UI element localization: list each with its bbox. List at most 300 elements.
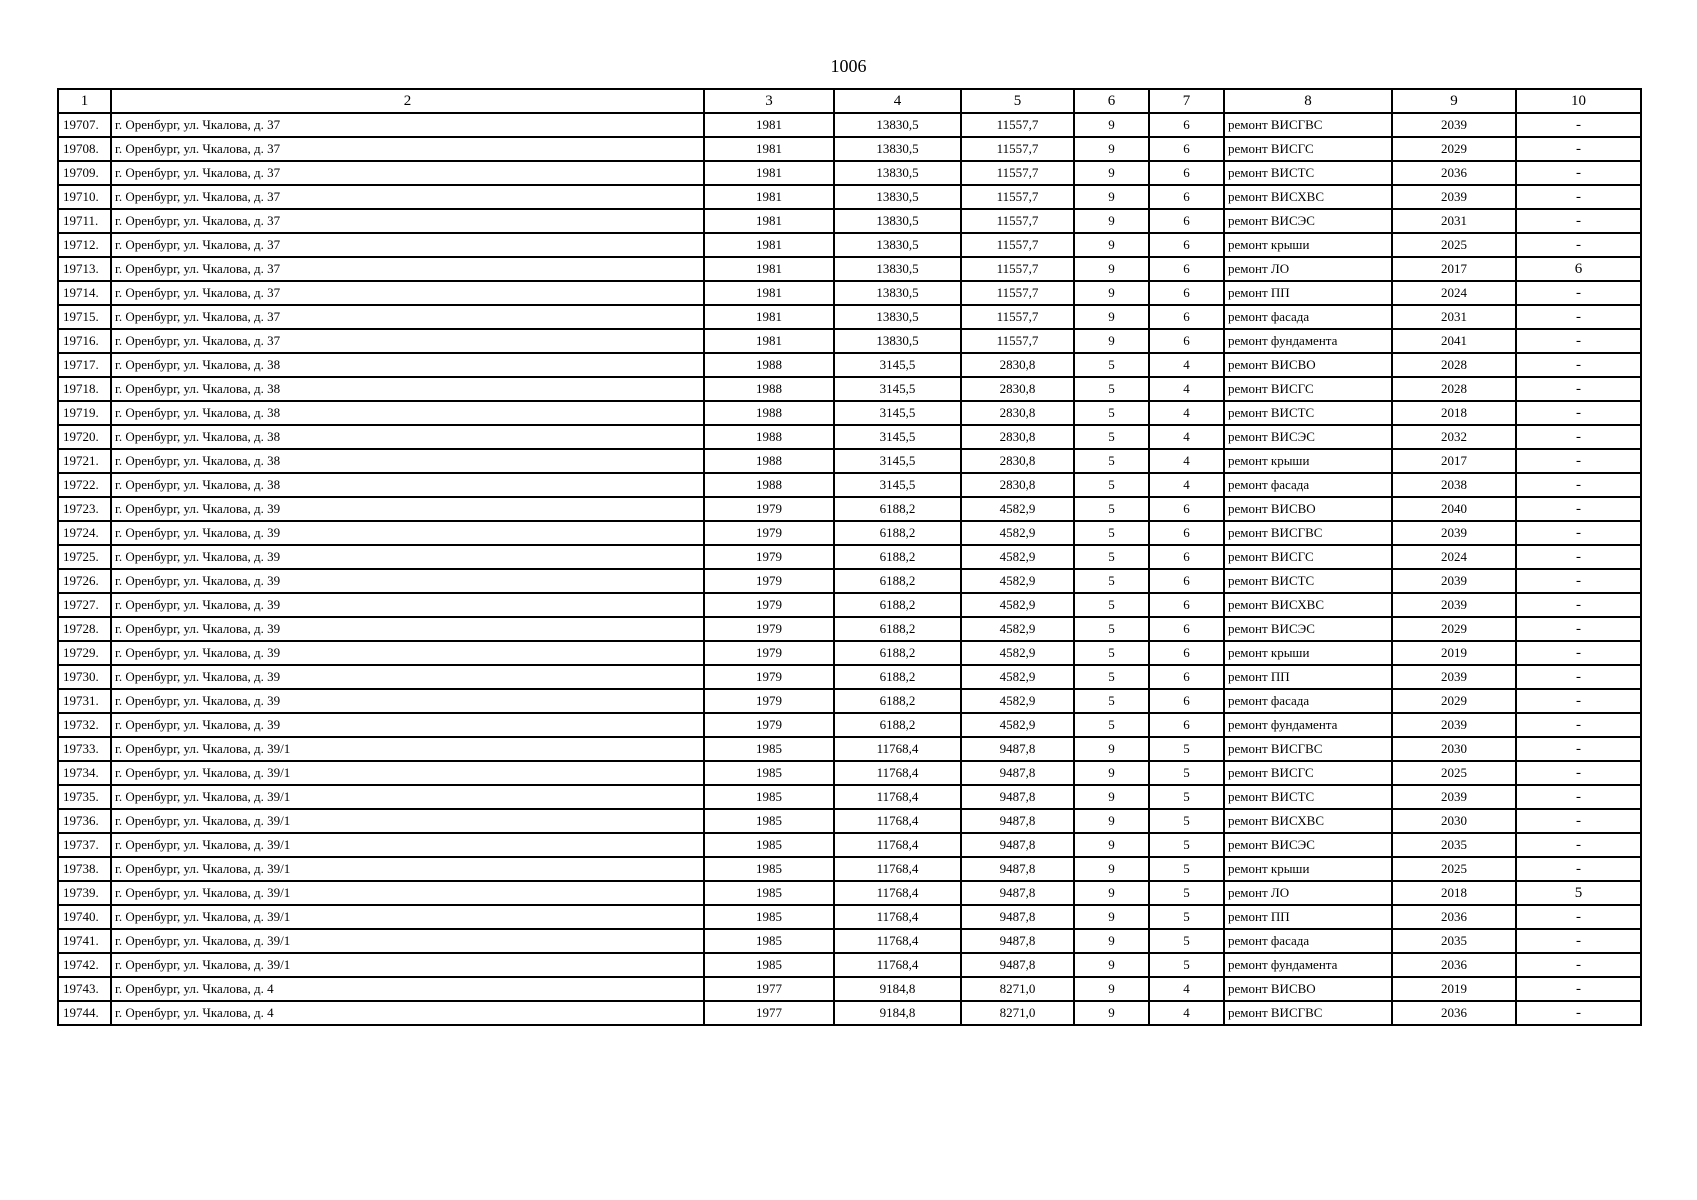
year-cell: 1979 bbox=[704, 713, 834, 737]
year-cell: 1985 bbox=[704, 761, 834, 785]
col6-cell: 9 bbox=[1074, 209, 1149, 233]
row-number-cell: 19730. bbox=[58, 665, 111, 689]
col10-cell: - bbox=[1516, 281, 1641, 305]
year-cell: 1988 bbox=[704, 425, 834, 449]
work-type-cell: ремонт ВИСХВС bbox=[1224, 185, 1392, 209]
address-cell: г. Оренбург, ул. Чкалова, д. 39/1 bbox=[111, 953, 704, 977]
column-header: 6 bbox=[1074, 89, 1149, 113]
address-cell: г. Оренбург, ул. Чкалова, д. 39/1 bbox=[111, 929, 704, 953]
address-cell: г. Оренбург, ул. Чкалова, д. 4 bbox=[111, 1001, 704, 1025]
work-type-cell: ремонт фасада bbox=[1224, 473, 1392, 497]
table-row bbox=[58, 233, 1641, 257]
work-type-cell: ремонт ВИСТС bbox=[1224, 785, 1392, 809]
table-row bbox=[58, 305, 1641, 329]
col7-cell: 5 bbox=[1149, 953, 1224, 977]
col5-cell: 9487,8 bbox=[961, 809, 1074, 833]
col4-cell: 11768,4 bbox=[834, 809, 961, 833]
year-planned-cell: 2028 bbox=[1392, 353, 1516, 377]
col7-cell: 6 bbox=[1149, 521, 1224, 545]
year-cell: 1988 bbox=[704, 377, 834, 401]
address-cell: г. Оренбург, ул. Чкалова, д. 37 bbox=[111, 161, 704, 185]
col4-cell: 11768,4 bbox=[834, 761, 961, 785]
col5-cell: 9487,8 bbox=[961, 785, 1074, 809]
row-number-cell: 19713. bbox=[58, 257, 111, 281]
col10-cell: - bbox=[1516, 401, 1641, 425]
col10-cell: - bbox=[1516, 137, 1641, 161]
col7-cell: 6 bbox=[1149, 617, 1224, 641]
work-type-cell: ремонт ВИСТС bbox=[1224, 569, 1392, 593]
year-planned-cell: 2036 bbox=[1392, 953, 1516, 977]
col5-cell: 9487,8 bbox=[961, 953, 1074, 977]
col7-cell: 6 bbox=[1149, 113, 1224, 137]
col6-cell: 5 bbox=[1074, 593, 1149, 617]
address-cell: г. Оренбург, ул. Чкалова, д. 39 bbox=[111, 713, 704, 737]
col6-cell: 9 bbox=[1074, 809, 1149, 833]
address-cell: г. Оренбург, ул. Чкалова, д. 39/1 bbox=[111, 881, 704, 905]
work-type-cell: ремонт ВИСВО bbox=[1224, 353, 1392, 377]
col10-cell: - bbox=[1516, 209, 1641, 233]
year-planned-cell: 2039 bbox=[1392, 185, 1516, 209]
page-number: 1006 bbox=[830, 56, 867, 76]
col7-cell: 6 bbox=[1149, 281, 1224, 305]
col10-cell: - bbox=[1516, 761, 1641, 785]
col5-cell: 9487,8 bbox=[961, 929, 1074, 953]
col5-cell: 4582,9 bbox=[961, 545, 1074, 569]
year-planned-cell: 2039 bbox=[1392, 569, 1516, 593]
col5-cell: 11557,7 bbox=[961, 209, 1074, 233]
work-type-cell: ремонт ВИСГВС bbox=[1224, 1001, 1392, 1025]
address-cell: г. Оренбург, ул. Чкалова, д. 37 bbox=[111, 137, 704, 161]
address-cell: г. Оренбург, ул. Чкалова, д. 37 bbox=[111, 233, 704, 257]
row-number-cell: 19738. bbox=[58, 857, 111, 881]
row-number-cell: 19722. bbox=[58, 473, 111, 497]
col4-cell: 6188,2 bbox=[834, 617, 961, 641]
year-planned-cell: 2017 bbox=[1392, 449, 1516, 473]
col7-cell: 6 bbox=[1149, 257, 1224, 281]
row-number-cell: 19709. bbox=[58, 161, 111, 185]
year-cell: 1979 bbox=[704, 617, 834, 641]
year-planned-cell: 2024 bbox=[1392, 281, 1516, 305]
year-planned-cell: 2025 bbox=[1392, 233, 1516, 257]
work-type-cell: ремонт ПП bbox=[1224, 905, 1392, 929]
col7-cell: 4 bbox=[1149, 1001, 1224, 1025]
address-cell: г. Оренбург, ул. Чкалова, д. 37 bbox=[111, 185, 704, 209]
col7-cell: 5 bbox=[1149, 833, 1224, 857]
col5-cell: 2830,8 bbox=[961, 425, 1074, 449]
col5-cell: 2830,8 bbox=[961, 401, 1074, 425]
table-row bbox=[58, 833, 1641, 857]
work-type-cell: ремонт ВИСГС bbox=[1224, 545, 1392, 569]
table-row bbox=[58, 281, 1641, 305]
col4-cell: 6188,2 bbox=[834, 497, 961, 521]
col5-cell: 9487,8 bbox=[961, 905, 1074, 929]
col10-cell: - bbox=[1516, 977, 1641, 1001]
col10-cell: - bbox=[1516, 689, 1641, 713]
year-planned-cell: 2018 bbox=[1392, 881, 1516, 905]
table-row bbox=[58, 737, 1641, 761]
address-cell: г. Оренбург, ул. Чкалова, д. 39 bbox=[111, 593, 704, 617]
row-number-cell: 19708. bbox=[58, 137, 111, 161]
col10-cell: 6 bbox=[1516, 257, 1641, 281]
col10-cell: - bbox=[1516, 569, 1641, 593]
row-number-cell: 19736. bbox=[58, 809, 111, 833]
col7-cell: 5 bbox=[1149, 905, 1224, 929]
col5-cell: 9487,8 bbox=[961, 737, 1074, 761]
work-type-cell: ремонт ВИСВО bbox=[1224, 497, 1392, 521]
col10-cell: - bbox=[1516, 641, 1641, 665]
year-cell: 1979 bbox=[704, 521, 834, 545]
col7-cell: 4 bbox=[1149, 353, 1224, 377]
table-row bbox=[58, 353, 1641, 377]
col4-cell: 13830,5 bbox=[834, 329, 961, 353]
col10-cell: - bbox=[1516, 905, 1641, 929]
row-number-cell: 19733. bbox=[58, 737, 111, 761]
work-type-cell: ремонт крыши bbox=[1224, 233, 1392, 257]
col5-cell: 11557,7 bbox=[961, 113, 1074, 137]
address-cell: г. Оренбург, ул. Чкалова, д. 38 bbox=[111, 377, 704, 401]
row-number-cell: 19726. bbox=[58, 569, 111, 593]
col7-cell: 5 bbox=[1149, 785, 1224, 809]
year-planned-cell: 2035 bbox=[1392, 929, 1516, 953]
col10-cell: - bbox=[1516, 185, 1641, 209]
year-cell: 1985 bbox=[704, 857, 834, 881]
table-row bbox=[58, 761, 1641, 785]
year-planned-cell: 2029 bbox=[1392, 137, 1516, 161]
address-cell: г. Оренбург, ул. Чкалова, д. 37 bbox=[111, 209, 704, 233]
col5-cell: 11557,7 bbox=[961, 281, 1074, 305]
year-cell: 1988 bbox=[704, 449, 834, 473]
table-row bbox=[58, 905, 1641, 929]
col7-cell: 6 bbox=[1149, 593, 1224, 617]
work-type-cell: ремонт ЛО bbox=[1224, 257, 1392, 281]
col7-cell: 6 bbox=[1149, 185, 1224, 209]
col5-cell: 4582,9 bbox=[961, 713, 1074, 737]
row-number-cell: 19707. bbox=[58, 113, 111, 137]
col6-cell: 5 bbox=[1074, 425, 1149, 449]
col5-cell: 9487,8 bbox=[961, 881, 1074, 905]
col6-cell: 9 bbox=[1074, 185, 1149, 209]
year-planned-cell: 2029 bbox=[1392, 617, 1516, 641]
col10-cell: - bbox=[1516, 857, 1641, 881]
col10-cell: - bbox=[1516, 833, 1641, 857]
col4-cell: 6188,2 bbox=[834, 593, 961, 617]
work-type-cell: ремонт фундамента bbox=[1224, 953, 1392, 977]
column-header: 9 bbox=[1392, 89, 1516, 113]
col4-cell: 3145,5 bbox=[834, 473, 961, 497]
col5-cell: 4582,9 bbox=[961, 617, 1074, 641]
year-planned-cell: 2039 bbox=[1392, 521, 1516, 545]
col6-cell: 5 bbox=[1074, 713, 1149, 737]
address-cell: г. Оренбург, ул. Чкалова, д. 39/1 bbox=[111, 833, 704, 857]
row-number-cell: 19737. bbox=[58, 833, 111, 857]
year-cell: 1985 bbox=[704, 905, 834, 929]
work-type-cell: ремонт ВИСЭС bbox=[1224, 425, 1392, 449]
col4-cell: 11768,4 bbox=[834, 905, 961, 929]
col4-cell: 3145,5 bbox=[834, 353, 961, 377]
year-cell: 1979 bbox=[704, 641, 834, 665]
year-cell: 1977 bbox=[704, 977, 834, 1001]
work-type-cell: ремонт крыши bbox=[1224, 641, 1392, 665]
address-cell: г. Оренбург, ул. Чкалова, д. 38 bbox=[111, 425, 704, 449]
col10-cell: - bbox=[1516, 545, 1641, 569]
col10-cell: - bbox=[1516, 497, 1641, 521]
year-planned-cell: 2025 bbox=[1392, 761, 1516, 785]
col10-cell: - bbox=[1516, 713, 1641, 737]
year-planned-cell: 2025 bbox=[1392, 857, 1516, 881]
work-type-cell: ремонт ЛО bbox=[1224, 881, 1392, 905]
col6-cell: 5 bbox=[1074, 449, 1149, 473]
table-row bbox=[58, 977, 1641, 1001]
col4-cell: 13830,5 bbox=[834, 257, 961, 281]
col5-cell: 11557,7 bbox=[961, 305, 1074, 329]
year-planned-cell: 2035 bbox=[1392, 833, 1516, 857]
work-type-cell: ремонт ВИСТС bbox=[1224, 401, 1392, 425]
col10-cell: - bbox=[1516, 329, 1641, 353]
address-cell: г. Оренбург, ул. Чкалова, д. 39 bbox=[111, 641, 704, 665]
year-planned-cell: 2039 bbox=[1392, 665, 1516, 689]
year-planned-cell: 2030 bbox=[1392, 737, 1516, 761]
row-number-cell: 19719. bbox=[58, 401, 111, 425]
col7-cell: 5 bbox=[1149, 857, 1224, 881]
col10-cell: - bbox=[1516, 953, 1641, 977]
year-cell: 1988 bbox=[704, 353, 834, 377]
col10-cell: - bbox=[1516, 161, 1641, 185]
row-number-cell: 19743. bbox=[58, 977, 111, 1001]
year-planned-cell: 2040 bbox=[1392, 497, 1516, 521]
work-type-cell: ремонт ВИСВО bbox=[1224, 977, 1392, 1001]
year-cell: 1985 bbox=[704, 809, 834, 833]
col6-cell: 9 bbox=[1074, 929, 1149, 953]
col7-cell: 5 bbox=[1149, 881, 1224, 905]
col4-cell: 6188,2 bbox=[834, 665, 961, 689]
work-type-cell: ремонт ВИСХВС bbox=[1224, 593, 1392, 617]
address-cell: г. Оренбург, ул. Чкалова, д. 39/1 bbox=[111, 785, 704, 809]
year-cell: 1981 bbox=[704, 185, 834, 209]
year-planned-cell: 2019 bbox=[1392, 977, 1516, 1001]
table-row bbox=[58, 161, 1641, 185]
row-number-cell: 19715. bbox=[58, 305, 111, 329]
address-cell: г. Оренбург, ул. Чкалова, д. 39/1 bbox=[111, 905, 704, 929]
year-cell: 1981 bbox=[704, 209, 834, 233]
table-row bbox=[58, 377, 1641, 401]
table-row bbox=[58, 953, 1641, 977]
year-cell: 1979 bbox=[704, 689, 834, 713]
col5-cell: 11557,7 bbox=[961, 161, 1074, 185]
address-cell: г. Оренбург, ул. Чкалова, д. 39 bbox=[111, 617, 704, 641]
col6-cell: 9 bbox=[1074, 305, 1149, 329]
col5-cell: 9487,8 bbox=[961, 857, 1074, 881]
col7-cell: 6 bbox=[1149, 233, 1224, 257]
col7-cell: 6 bbox=[1149, 713, 1224, 737]
repair-schedule-table bbox=[57, 88, 1642, 1026]
year-cell: 1979 bbox=[704, 665, 834, 689]
col4-cell: 13830,5 bbox=[834, 113, 961, 137]
year-planned-cell: 2018 bbox=[1392, 401, 1516, 425]
year-planned-cell: 2029 bbox=[1392, 689, 1516, 713]
col4-cell: 3145,5 bbox=[834, 401, 961, 425]
row-number-cell: 19741. bbox=[58, 929, 111, 953]
work-type-cell: ремонт ПП bbox=[1224, 665, 1392, 689]
address-cell: г. Оренбург, ул. Чкалова, д. 39 bbox=[111, 665, 704, 689]
address-cell: г. Оренбург, ул. Чкалова, д. 37 bbox=[111, 281, 704, 305]
col6-cell: 9 bbox=[1074, 329, 1149, 353]
table-row bbox=[58, 497, 1641, 521]
col4-cell: 11768,4 bbox=[834, 737, 961, 761]
col4-cell: 3145,5 bbox=[834, 449, 961, 473]
row-number-cell: 19711. bbox=[58, 209, 111, 233]
col7-cell: 4 bbox=[1149, 977, 1224, 1001]
address-cell: г. Оренбург, ул. Чкалова, д. 4 bbox=[111, 977, 704, 1001]
col7-cell: 4 bbox=[1149, 473, 1224, 497]
table-row bbox=[58, 689, 1641, 713]
col4-cell: 3145,5 bbox=[834, 377, 961, 401]
year-planned-cell: 2024 bbox=[1392, 545, 1516, 569]
year-cell: 1981 bbox=[704, 113, 834, 137]
col6-cell: 9 bbox=[1074, 785, 1149, 809]
year-cell: 1985 bbox=[704, 833, 834, 857]
year-cell: 1981 bbox=[704, 257, 834, 281]
table-row bbox=[58, 641, 1641, 665]
work-type-cell: ремонт ВИСГВС bbox=[1224, 737, 1392, 761]
table-row bbox=[58, 665, 1641, 689]
col5-cell: 9487,8 bbox=[961, 761, 1074, 785]
column-header: 8 bbox=[1224, 89, 1392, 113]
work-type-cell: ремонт крыши bbox=[1224, 449, 1392, 473]
year-cell: 1979 bbox=[704, 545, 834, 569]
row-number-cell: 19723. bbox=[58, 497, 111, 521]
year-planned-cell: 2032 bbox=[1392, 425, 1516, 449]
col10-cell: - bbox=[1516, 593, 1641, 617]
col10-cell: - bbox=[1516, 929, 1641, 953]
row-number-cell: 19725. bbox=[58, 545, 111, 569]
col7-cell: 6 bbox=[1149, 137, 1224, 161]
col5-cell: 11557,7 bbox=[961, 137, 1074, 161]
work-type-cell: ремонт крыши bbox=[1224, 857, 1392, 881]
row-number-cell: 19740. bbox=[58, 905, 111, 929]
address-cell: г. Оренбург, ул. Чкалова, д. 37 bbox=[111, 305, 704, 329]
year-planned-cell: 2036 bbox=[1392, 161, 1516, 185]
col6-cell: 5 bbox=[1074, 641, 1149, 665]
table-row bbox=[58, 257, 1641, 281]
work-type-cell: ремонт ВИСГВС bbox=[1224, 521, 1392, 545]
address-cell: г. Оренбург, ул. Чкалова, д. 39/1 bbox=[111, 809, 704, 833]
col10-cell: - bbox=[1516, 377, 1641, 401]
address-cell: г. Оренбург, ул. Чкалова, д. 39 bbox=[111, 545, 704, 569]
table-row bbox=[58, 857, 1641, 881]
col4-cell: 13830,5 bbox=[834, 137, 961, 161]
col6-cell: 9 bbox=[1074, 113, 1149, 137]
table-row bbox=[58, 521, 1641, 545]
address-cell: г. Оренбург, ул. Чкалова, д. 39 bbox=[111, 521, 704, 545]
work-type-cell: ремонт ВИСЭС bbox=[1224, 833, 1392, 857]
col4-cell: 11768,4 bbox=[834, 785, 961, 809]
column-header: 5 bbox=[961, 89, 1074, 113]
row-number-cell: 19714. bbox=[58, 281, 111, 305]
col10-cell: - bbox=[1516, 665, 1641, 689]
table-row bbox=[58, 713, 1641, 737]
col6-cell: 9 bbox=[1074, 1001, 1149, 1025]
column-header: 4 bbox=[834, 89, 961, 113]
col5-cell: 8271,0 bbox=[961, 977, 1074, 1001]
col6-cell: 5 bbox=[1074, 401, 1149, 425]
column-header: 10 bbox=[1516, 89, 1641, 113]
year-cell: 1977 bbox=[704, 1001, 834, 1025]
work-type-cell: ремонт ВИСЭС bbox=[1224, 209, 1392, 233]
col6-cell: 5 bbox=[1074, 545, 1149, 569]
col5-cell: 8271,0 bbox=[961, 1001, 1074, 1025]
col5-cell: 4582,9 bbox=[961, 641, 1074, 665]
col6-cell: 9 bbox=[1074, 905, 1149, 929]
col4-cell: 9184,8 bbox=[834, 977, 961, 1001]
col10-cell: - bbox=[1516, 305, 1641, 329]
col10-cell: - bbox=[1516, 353, 1641, 377]
work-type-cell: ремонт ВИСГС bbox=[1224, 377, 1392, 401]
year-cell: 1981 bbox=[704, 329, 834, 353]
year-cell: 1979 bbox=[704, 569, 834, 593]
row-number-cell: 19735. bbox=[58, 785, 111, 809]
year-planned-cell: 2036 bbox=[1392, 1001, 1516, 1025]
table-row bbox=[58, 449, 1641, 473]
work-type-cell: ремонт ВИСЭС bbox=[1224, 617, 1392, 641]
col5-cell: 2830,8 bbox=[961, 353, 1074, 377]
year-cell: 1979 bbox=[704, 497, 834, 521]
work-type-cell: ремонт фундамента bbox=[1224, 329, 1392, 353]
col6-cell: 9 bbox=[1074, 833, 1149, 857]
col6-cell: 9 bbox=[1074, 161, 1149, 185]
header-row bbox=[58, 89, 1641, 113]
col7-cell: 6 bbox=[1149, 641, 1224, 665]
col10-cell: - bbox=[1516, 473, 1641, 497]
address-cell: г. Оренбург, ул. Чкалова, д. 39 bbox=[111, 497, 704, 521]
address-cell: г. Оренбург, ул. Чкалова, д. 37 bbox=[111, 329, 704, 353]
col7-cell: 5 bbox=[1149, 761, 1224, 785]
row-number-cell: 19710. bbox=[58, 185, 111, 209]
table-row bbox=[58, 785, 1641, 809]
row-number-cell: 19721. bbox=[58, 449, 111, 473]
col4-cell: 13830,5 bbox=[834, 161, 961, 185]
row-number-cell: 19717. bbox=[58, 353, 111, 377]
work-type-cell: ремонт ВИСТС bbox=[1224, 161, 1392, 185]
year-planned-cell: 2036 bbox=[1392, 905, 1516, 929]
year-cell: 1985 bbox=[704, 737, 834, 761]
col7-cell: 6 bbox=[1149, 545, 1224, 569]
col4-cell: 6188,2 bbox=[834, 689, 961, 713]
row-number-cell: 19712. bbox=[58, 233, 111, 257]
table-body bbox=[58, 113, 1641, 1025]
col6-cell: 9 bbox=[1074, 737, 1149, 761]
col5-cell: 2830,8 bbox=[961, 449, 1074, 473]
col6-cell: 5 bbox=[1074, 617, 1149, 641]
col4-cell: 13830,5 bbox=[834, 233, 961, 257]
col10-cell: - bbox=[1516, 737, 1641, 761]
row-number-cell: 19727. bbox=[58, 593, 111, 617]
work-type-cell: ремонт фасада bbox=[1224, 689, 1392, 713]
col4-cell: 6188,2 bbox=[834, 569, 961, 593]
row-number-cell: 19742. bbox=[58, 953, 111, 977]
column-header: 7 bbox=[1149, 89, 1224, 113]
col10-cell: - bbox=[1516, 521, 1641, 545]
column-header: 3 bbox=[704, 89, 834, 113]
col7-cell: 4 bbox=[1149, 401, 1224, 425]
col6-cell: 9 bbox=[1074, 881, 1149, 905]
table-row bbox=[58, 329, 1641, 353]
address-cell: г. Оренбург, ул. Чкалова, д. 39 bbox=[111, 569, 704, 593]
col10-cell: - bbox=[1516, 113, 1641, 137]
year-cell: 1988 bbox=[704, 473, 834, 497]
address-cell: г. Оренбург, ул. Чкалова, д. 39/1 bbox=[111, 761, 704, 785]
col7-cell: 5 bbox=[1149, 809, 1224, 833]
col6-cell: 9 bbox=[1074, 233, 1149, 257]
